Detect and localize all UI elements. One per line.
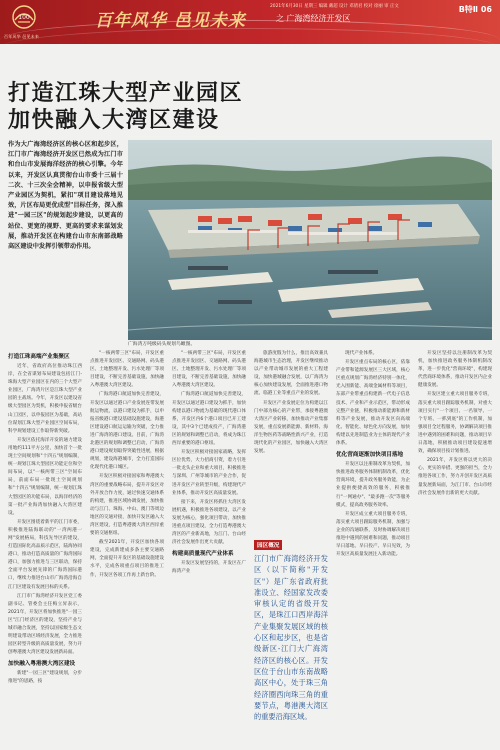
subheading: 构建高质量现代产业体系 bbox=[172, 551, 234, 558]
headline bbox=[8, 80, 243, 134]
photo-caption: 广海湾万吨级码头规划鸟瞰图。 bbox=[128, 342, 196, 347]
paragraph: 广海湾港口航道加快完善建设，开发区以通过港口建设为抓手，加快构建以港口物流为基础的现代港口体系，开发区内6个港口项目已开工建设，其中3个已建成投产，广海湾港区的规划和调整已启动，将成为珠江西岸重要的港口枢纽。 bbox=[172, 392, 246, 447]
subheading: 加快融入粤港澳大湾区建设 bbox=[8, 661, 76, 668]
header-banner bbox=[0, 0, 500, 44]
column-1 bbox=[8, 350, 82, 688]
paragraph: 接下来，开发区将抓住大湾区发展机遇，积极推进各项建设，以产业发展为核心，强化项目带动，加快推进重点项目建设，全力打造粤港澳大湾区的产业新高地，为江门、台山经济社会发展作出更大贡献。 bbox=[172, 499, 246, 546]
page-number: B特Ⅱ 06 bbox=[458, 5, 492, 14]
headline-line-2: 加快融入大湾区建设 bbox=[8, 107, 220, 133]
paragraph: 江门市广海湾经济开发区党工委副书记、管委会主任梅立昇表示，2021年，开发区将加快推进"一园三区"江门经济区的建设，坚持产业与城市融合发展，坚持以国家级生态文明建设带动区域经济发展，全力推进园区转型升级的高质量发展，努力开创粤港澳大湾区建设发展新局面。 bbox=[8, 593, 82, 656]
newspaper-logo-icon bbox=[6, 4, 42, 34]
subheading: 优化营商逐渐加快项目落地 bbox=[336, 452, 404, 459]
paper-slogan: 百年风华 邑见未来 bbox=[4, 34, 40, 39]
paragraph: 新建"一园三区"建设规划，分步推进"的思路，按 bbox=[8, 671, 82, 685]
park-overview-box bbox=[254, 532, 328, 722]
port-aerial-photo bbox=[128, 140, 492, 340]
paragraph: 现代产业体系。 bbox=[345, 351, 378, 356]
subheading: 打造江珠高端产业集聚区 bbox=[8, 354, 70, 360]
paragraph: 开发区积极对接国家和粤港澳大湾区的重要战略布局，提升开发区对外开放合作力度，通过快速交通体系的构建，推进区域协调发展，加快推动与江门、珠海、中山、澳门等周边地区的交通对接，加快开发区融入大湾区建设，打造粤港澳大湾区西岸重要的交通枢纽。 bbox=[90, 474, 164, 537]
paragraph: 开发区积极对接国家战略，发挥区位优势，大力招商引资，着力引进一批龙头企业和重大项目，积极推进与深圳、广州等城市的产业合作，促进开发区产业转型升级，构建现代产业体系，推动开发区高质量发展。 bbox=[172, 450, 246, 496]
paragraph: 开发区建立重大项目服务专班，落实重大项目跟踪服务机制，对重大项目实行"一个项目、一名领导、一个专班、一抓到底"的工作机制，加强项目全过程服务，协调解决项目推进中遇到的困难和问题，推动项目早日落地，积极推动项目建设提速增效，确保项目按计划推进。 bbox=[418, 392, 492, 455]
paragraph: 开发区重点布局的核心区，依靠产业带和能源发展区三大区域，核心区重点规划广海湾经济特别一体化，光入围新能、高端金属材料等项目，东部产业带重点构建新一代电子信息技术、产业和产业示范区，带动形成完整产业链，积极推动新能源和新材料等产业发展，推动开发区向高端化、智能化、绿色化方向发展，加快构建以先进制造业为主体的现代产业体系。 bbox=[336, 360, 410, 447]
lead-paragraph: 作为大广海湾经济区的核心区和起步区，江门市广海湾经济开发区已然成为江门市和台山市发展海洋经济的核心引擎。今年以来，开发区认真贯彻台山市委十三届十二次、十三次全会精神，以申报省级大型产业园区为契机，紧扣"项目建设落地见效，片区布局更优成型"目标任务，深入推进"一园三区"的规划起步建设，以更高的站位、更宽的视野、更高的要求来谋划发展，推动开发区在构建台山市东南部战略高区建设中发挥引领带动作用。 bbox=[8, 141, 123, 251]
column-4 bbox=[254, 350, 328, 457]
paragraph: 开发区产业发展定位为构建以江门中部为核心的产业带，承接粤港澳大湾区产业转移，加快推动产业集群发展，重点发展新能源、新材料、海洋生物医药等战略性新兴产业，打造现代化的产业园区，加快融入大湾区发展。 bbox=[254, 400, 328, 455]
paragraph: "一核两带三区"布局，开发区重点推进开发园区、交通路网、码头港区、土地整理开发、污水处理厂等项目建设，不断完善基础设施，加快融入粤港澳大湾区建设。 bbox=[90, 351, 164, 389]
paragraph: 开发区成立重大项目服务专班，落实重大项目跟踪服务机制，加强与企业的沟通联系，及时协调解决项目推进中遇到的困难和问题，推动项目早日落地、早日投产、早日见效，为开发区高质量发展注入新动能。 bbox=[336, 511, 410, 558]
port-illustration bbox=[128, 140, 492, 340]
paragraph: 开发区坚持以注册制改革为契机，加快推进政务服务体制机制改革，进一步优化"营商环境"，构建现代营商环境体系，推动开发区内企业健康发展。 bbox=[418, 351, 492, 389]
paragraph: 开发区以注册制改革为契机，加快推进政务服务体制机制改革，优化营商环境，提升政务服务效能，为企业提供便捷高效的服务，积极推行"一网通办"、"最多跑一次"等服务模式，提高政务服务效率。 bbox=[336, 462, 410, 508]
paragraph: 开发区围绕着新平的江门市委，积极推进陆海联动的"一湾两港一网"发展格局，科技先导区的建设，打造国际化高品质示范区，陆海协同港口，推动打造高质量的广海湾国际港口，加强力推进与三区联动，保持全面平台发展先锋的广海湾国际港口，继续力推进台山市广海湾沿海自江门区建设有发展目标的关系。 bbox=[8, 519, 82, 590]
overview-text: 江门市广海湾经济开发区（以下简称"开发区"）是广东省政府批准设立、经国家发改委审核认定的省级开发区，是珠江口西岸海洋产业集聚发展区域的核心区和起步区，也是省级新区-江门大广海湾经济区的核心区。开发区位于台山市东南战略高区中心，处于珠三角经济圈西向珠三角的重要节点，粤港澳大湾区的重要沿海区域。 bbox=[254, 554, 328, 722]
paragraph: 近年，省政府高位推动珠江西岸，在全省谋划布局建设包括江门-珠海大型产业园区在内的三个大型产业园区，广海湾片区是江珠大型产业园的主战场。今年，开发区以建设省级大型园区为契机，积极申报省级台山工园区，以申报园区为基础，高站位谋划江珠大型产业园区空间布局，科学规划建设工作取得新突破。 bbox=[8, 364, 82, 434]
paragraph: 旅游度假为什么，推出高效兼具海港城市生态治理，开发区继续推动以产业带动城市发展的重大工程建设，加快港城融合发展，以广海湾为核心加快建设发展，全面推进港口物流、临港工业等重点产业的发展。 bbox=[254, 351, 328, 397]
column-6 bbox=[418, 350, 492, 499]
paragraph: "一核两带三区"布局，开发区重点推进开发园区、交通路网、码头港区、土地整理开发、污水处理厂等项目建设，不断完善基础设施，加快融入粤港澳大湾区建设。 bbox=[172, 351, 246, 389]
overview-title: 园区概况 bbox=[254, 540, 282, 550]
svg-text:100: 100 bbox=[18, 14, 30, 21]
centenary-title: 百年风华 邑见未来 bbox=[95, 11, 246, 31]
paragraph: 2021年，开发区将以更大的决心、更实的举措、更强的担当，全力推进各项工作，努力开创开发区高质量发展新局面，为江门市、台山市经济社会发展作出新的更大贡献。 bbox=[418, 458, 492, 496]
column-2 bbox=[90, 350, 164, 581]
column-5 bbox=[336, 350, 410, 560]
paragraph: 广海湾港口航道加快完善建设，开发区以通过港口产业发展连带发展航运物流，以港口建设为抓手，以申报省级港口建设基础设施建设，海港区建设港口航运运输为突破，全力推进广海湾的港口建设。目前，广海湾北港区的规划和调整已启动，广海湾港口建设规划取得突破性进展，根据规划，建设海港城市，全力打造国际化现代化港口城区。 bbox=[90, 392, 164, 471]
column-3 bbox=[172, 350, 246, 577]
paragraph: 开发区发展坚持的，开发区在广海湾产业 bbox=[172, 561, 246, 575]
headline-line-1: 打造江珠大型产业园区 bbox=[8, 80, 244, 106]
paragraph: 截至2021年，开发区加快各项建设，完成新建成多条主要交通路网，全面提升开发区的基础设施建设水平，完成各项重点项目的推进工作，开发区各项工作再上新台阶。 bbox=[90, 540, 164, 578]
column-name: 之 广海湾经济开发区 bbox=[276, 14, 351, 23]
date-line: 2021年6月30日 星期三 编辑 戴超 设计 邓倩君 校对 徐丽 审 正文 bbox=[270, 4, 399, 9]
paragraph: 开发区依托海洋开发的通力建设用地约111平方公里，加快首个一批现土空间规划和"十四五"规划编制，统一规划江珠大型园区功能定位和空间布局，以"一核两带三区"空间布局，前面布局一批现土空间规划和"十四五"规划编制，统一规划江珠大型园区的功能布局，以海洋经济的第一批产业海湾加快融入大湾区建设。 bbox=[8, 437, 82, 516]
